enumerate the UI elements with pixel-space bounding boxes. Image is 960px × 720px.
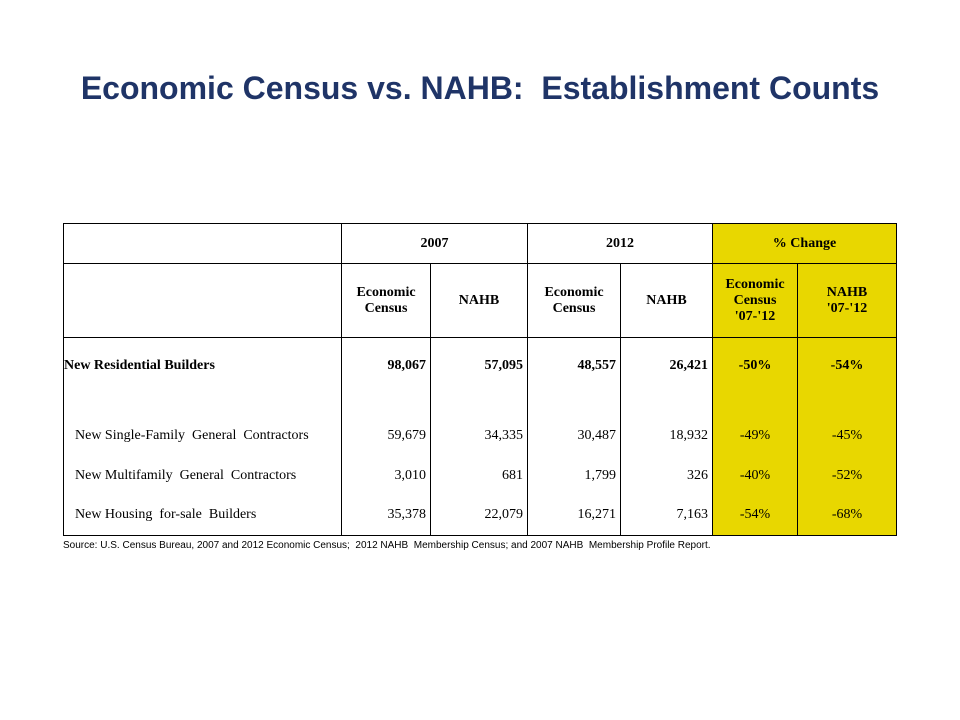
subheader-ec-2012: Economic Census	[528, 264, 621, 338]
cell-ec-2007: 3,010	[342, 456, 431, 496]
cell-nahb-2012: 7,163	[621, 496, 713, 536]
sub-header-row	[64, 264, 897, 338]
cell-ec-2007: 59,679	[342, 416, 431, 456]
subheader-nahb-change: NAHB '07-'12	[798, 264, 897, 338]
establishment-counts-table	[63, 223, 897, 536]
subheader-nahb-2012: NAHB	[621, 264, 713, 338]
cell-ec-2012: 48,557	[528, 338, 621, 394]
header-2012: 2012	[528, 224, 713, 264]
year-header-row	[64, 224, 897, 264]
cell-nahb-2012: 18,932	[621, 416, 713, 456]
cell-nahb-change: -68%	[798, 496, 897, 536]
cell-ec-2007: 35,378	[342, 496, 431, 536]
table-row	[64, 496, 897, 536]
cell-ec-change: -49%	[713, 416, 798, 456]
cell-ec-2012: 30,487	[528, 416, 621, 456]
cell-nahb-2007: 22,079	[431, 496, 528, 536]
row-label: New Residential Builders	[64, 338, 342, 394]
cell-nahb-change: -52%	[798, 456, 897, 496]
table-row	[64, 416, 897, 456]
row-label: New Single-Family General Contractors	[64, 416, 342, 456]
cell-ec-change: -40%	[713, 456, 798, 496]
header-percent-change: % Change	[713, 224, 897, 264]
cell-nahb-2012: 326	[621, 456, 713, 496]
row-label: New Housing for-sale Builders	[64, 496, 342, 536]
row-label: New Multifamily General Contractors	[64, 456, 342, 496]
cell-nahb-2007: 681	[431, 456, 528, 496]
subheader-ec-2007: Economic Census	[342, 264, 431, 338]
cell-nahb-2007: 57,095	[431, 338, 528, 394]
cell-nahb-change: -45%	[798, 416, 897, 456]
cell-nahb-2012: 26,421	[621, 338, 713, 394]
cell-nahb-change: -54%	[798, 338, 897, 394]
subheader-ec-change: Economic Census '07-'12	[713, 264, 798, 338]
cell-ec-change: -50%	[713, 338, 798, 394]
cell-ec-2007: 98,067	[342, 338, 431, 394]
subheader-blank	[64, 264, 342, 338]
cell-ec-2012: 16,271	[528, 496, 621, 536]
cell-nahb-2007: 34,335	[431, 416, 528, 456]
page-title: Economic Census vs. NAHB: Establishment Counts	[80, 70, 880, 106]
header-2007: 2007	[342, 224, 528, 264]
source-note: Source: U.S. Census Bureau, 2007 and 2012 Economic Census; 2012 NAHB Membership Census; and 2007 NAHB Membership Profile Report.	[63, 540, 711, 551]
cell-ec-change: -54%	[713, 496, 798, 536]
table-row	[64, 456, 897, 496]
table-row	[64, 338, 897, 394]
cell-ec-2012: 1,799	[528, 456, 621, 496]
header-blank	[64, 224, 342, 264]
spacer-row	[64, 394, 897, 416]
subheader-nahb-2007: NAHB	[431, 264, 528, 338]
